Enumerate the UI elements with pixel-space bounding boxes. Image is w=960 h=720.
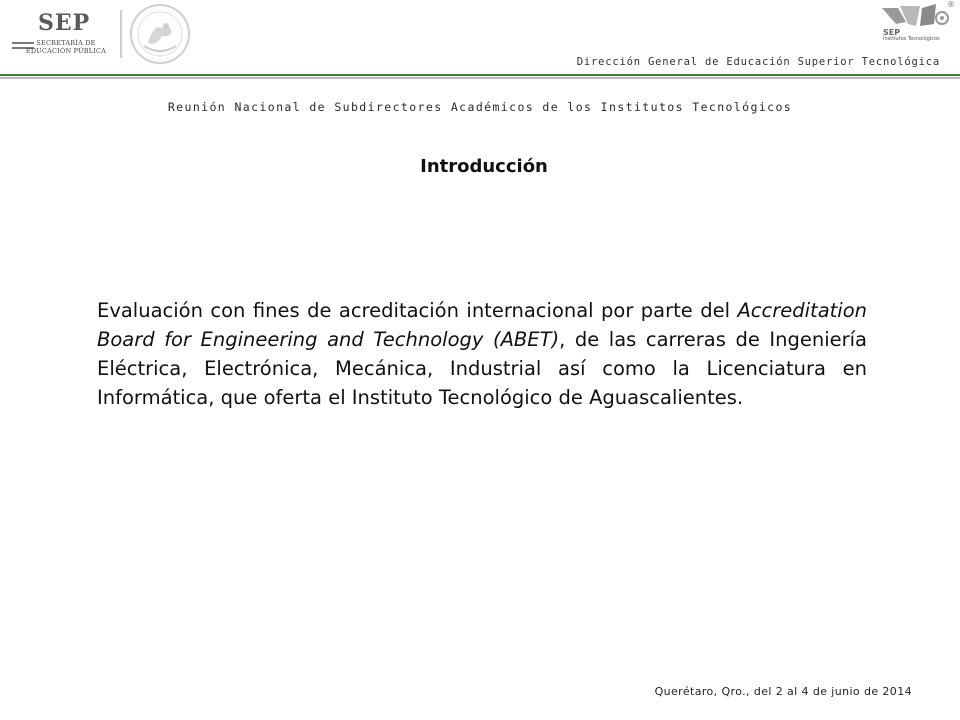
dgest-title: Dirección General de Educación Superior Tecnológica xyxy=(576,56,940,68)
sep-logo-subtitle xyxy=(20,39,112,55)
body-paragraph xyxy=(97,296,867,412)
footer-location-date: Querétaro, Qro., del 2 al 4 de junio de 2014 xyxy=(654,685,912,698)
header-rule-grey xyxy=(0,77,960,79)
header-rule-green xyxy=(0,74,960,76)
sep-logo-word: SEP xyxy=(38,10,91,36)
sep-logo-subtitle-line2: EDUCACIÓN PÚBLICA xyxy=(25,47,107,55)
body-text-abet: Accreditation Board for Engineering and Technology (ABET) xyxy=(97,299,867,351)
body-text-part3: , de las carreras de Ingeniería Eléctrica, Electrónica, Mecánica, Industrial así como la Licenciatura en Informática, que oferta el Instituto Tecnológico de Aguascalientes. xyxy=(97,328,867,409)
sep-logo xyxy=(6,6,111,62)
logo-divider xyxy=(120,10,122,58)
registered-mark: ® xyxy=(947,0,955,9)
it-logo-subtitle: Institutos Tecnológicos xyxy=(883,36,940,42)
it-logo-sep: SEP xyxy=(883,28,901,37)
section-title: Introducción xyxy=(420,156,548,177)
it-logo-label xyxy=(883,30,943,42)
body-text-part1: Evaluación con fines de acreditación internacional por parte del xyxy=(97,299,738,322)
sep-logo-subtitle-line1: SECRETARÍA DE xyxy=(36,39,96,47)
meeting-title: Reunión Nacional de Subdirectores Académicos de los Institutos Tecnológicos xyxy=(167,100,793,114)
slide-header xyxy=(0,0,960,80)
mexican-coat-of-arms-seal-icon xyxy=(128,2,192,66)
